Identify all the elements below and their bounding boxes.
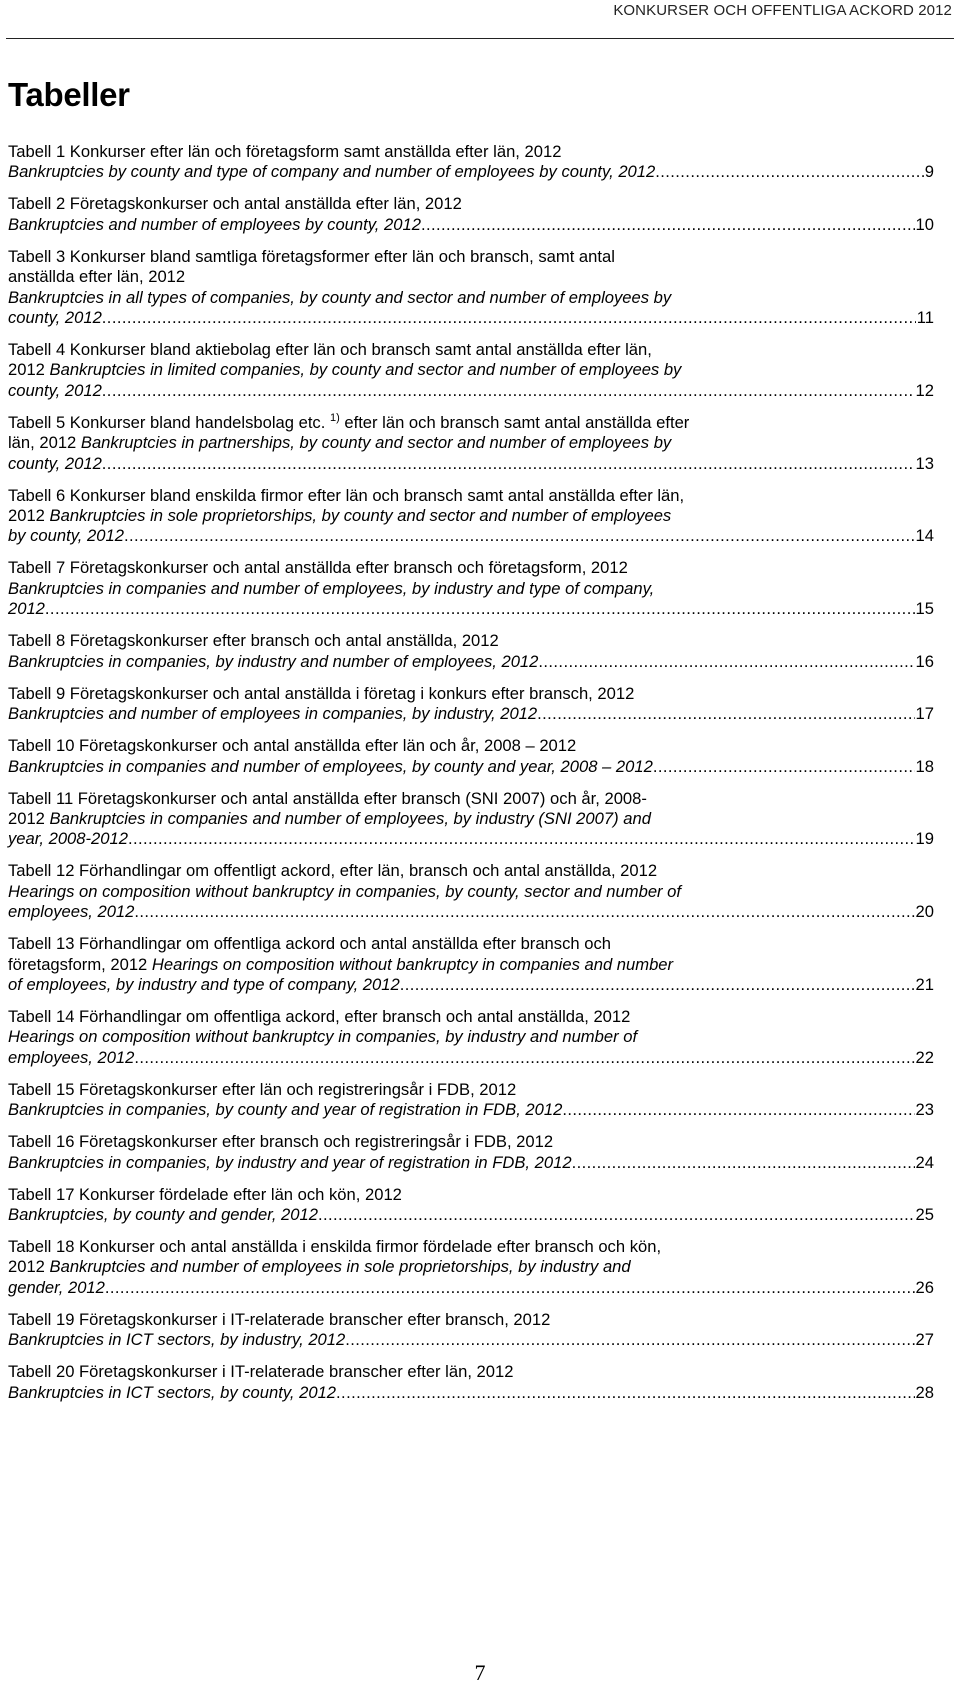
toc-entry-title-en: Bankruptcies and number of employees by county, 2012 [8,214,421,234]
toc-entry-title-en: Hearings on composition without bankruptcy in companies and number [151,954,674,974]
toc-entry-3[interactable] [8,247,934,329]
toc-entry-title-sv: Tabell 19 Företagskonkurser i IT-relaterade branscher efter bransch, 2012 [8,1309,551,1329]
toc-leader-dots [562,1100,914,1120]
toc-page-number: 9 [924,162,934,182]
toc-entry-15[interactable] [8,1080,934,1121]
page-number: 7 [474,1660,486,1685]
toc-entry-title-en-cont: employees, 2012 [8,1047,135,1067]
toc-entry-title-en: Bankruptcies in partnerships, by county and sector and number of employees by [80,433,672,453]
toc-entry-title-sv-cont: 2012 [8,360,50,380]
toc-entry-title-sv: Tabell 1 Konkurser efter län och företagsform samt anställda efter län, 2012 [8,142,562,161]
toc-page-number: 13 [915,453,934,473]
table-of-contents [8,142,934,1415]
toc-entry-title-sv: Tabell 3 Konkurser bland samtliga företagsformer efter län och bransch, samt antal [8,246,615,266]
toc-entry-title-en: Bankruptcies in sole proprietorships, by county and sector and number of employees [49,506,672,526]
toc-page-number: 15 [915,599,934,619]
toc-page-number: 27 [915,1330,934,1350]
toc-leader-dots [653,757,915,777]
toc-entry-16[interactable] [8,1132,934,1173]
toc-page-number: 24 [915,1152,934,1172]
toc-page-number: 22 [915,1047,934,1067]
toc-entry-title-sv: Tabell 4 Konkurser bland aktiebolag efter län och bransch samt antal anställda efter län, [8,340,652,360]
toc-entry-title-en-cont: county, 2012 [8,453,102,473]
toc-entry-title-sv-cont: företagsform, 2012 [8,954,152,974]
toc-entry-title-en-cont: year, 2008-2012 [8,829,128,849]
toc-entry-title-en: Bankruptcies in companies and number of employees, by industry and type of company, [8,578,655,598]
toc-page-number: 14 [915,526,934,546]
toc-entry-5[interactable] [8,413,934,474]
toc-entry-title-sv: Tabell 20 Företagskonkurser i IT-relaterade branscher efter län, 2012 [8,1362,514,1382]
toc-entry-title-en: Bankruptcies in companies and number of employees, by county and year, 2008 – 2012 [8,756,653,776]
toc-entry-17[interactable] [8,1185,934,1226]
toc-entry-13[interactable] [8,934,934,995]
toc-entry-title-sv-cont: län, 2012 [8,433,81,453]
toc-entry-title-sv-cont: 2012 [8,808,50,828]
toc-leader-dots [134,902,914,922]
toc-entry-title-sv-cont: 2012 [8,1257,50,1277]
toc-entry-title-en-cont: 2012 [8,599,45,619]
toc-entry-title-sv: Tabell 11 Företagskonkurser och antal anställda efter bransch (SNI 2007) och år, 2008- [8,788,647,808]
toc-entry-title-sv: Tabell 7 Företagskonkurser och antal anställda efter bransch och företagsform, 2012 [8,558,628,578]
toc-entry-title-en: Bankruptcies, by county and gender, 2012 [8,1204,318,1224]
toc-entry-11[interactable] [8,789,934,850]
toc-entry-title-en: Bankruptcies in all types of companies, by county and sector and number of employees by [8,287,672,307]
toc-leader-dots [102,454,915,474]
toc-entry-title-sv-cont: anställda efter län, 2012 [8,267,186,287]
toc-page-number: 16 [915,651,934,671]
toc-entry-10[interactable] [8,736,934,777]
toc-page-number: 12 [915,380,934,400]
toc-entry-title-en: Bankruptcies in ICT sectors, by county, 2012 [8,1382,337,1402]
toc-entry-title-en-cont: by county, 2012 [8,526,124,546]
toc-entry-title-en: Bankruptcies and number of employees in companies, by industry, 2012 [8,704,538,724]
toc-leader-dots [421,215,915,235]
toc-entry-title-en-cont: of employees, by industry and type of company, 2012 [8,974,400,994]
toc-entry-9[interactable] [8,684,934,725]
toc-entry-12[interactable] [8,861,934,922]
toc-entry-title-en: Bankruptcies in companies and number of employees, by industry (SNI 2007) and [49,808,651,828]
toc-entry-4[interactable] [8,340,934,401]
toc-leader-dots [572,1153,915,1173]
running-header: KONKURSER OCH OFFENTLIGA ACKORD 2012 [613,2,952,19]
toc-leader-dots [345,1330,914,1350]
toc-entry-title-sv: Tabell 12 Förhandlingar om offentligt ackord, efter län, bransch och antal anställda, 2012 [8,861,658,881]
toc-entry-2[interactable] [8,194,934,235]
toc-entry-7[interactable] [8,558,934,619]
toc-page-number: 26 [915,1277,934,1297]
toc-leader-dots [102,308,916,328]
toc-entry-title-en: Hearings on composition without bankruptcy in companies, by county, sector and number of [8,881,682,901]
toc-leader-dots [45,599,915,619]
toc-entry-title-en: Bankruptcies in companies, by industry and year of registration in FDB, 2012 [8,1152,572,1172]
toc-leader-dots [128,829,915,849]
toc-leader-dots [400,975,915,995]
toc-entry-title-sv: Tabell 9 Företagskonkurser och antal anställda i företag i konkurs efter bransch, 2012 [8,683,635,703]
toc-entry-title-sv: Tabell 5 Konkurser bland handelsbolag etc. [8,412,326,432]
toc-entry-18[interactable] [8,1237,934,1298]
toc-entry-title-en: Bankruptcies and number of employees in sole proprietorships, by industry and [49,1257,631,1277]
toc-entry-14[interactable] [8,1007,934,1068]
toc-page-number: 25 [915,1204,934,1224]
toc-page-number: 23 [915,1100,934,1120]
footnote-marker: 1) [329,411,340,424]
toc-entry-title-en: Bankruptcies in limited companies, by county and sector and number of employees by [49,360,682,380]
toc-entry-19[interactable] [8,1310,934,1351]
toc-entry-title-sv-cont: 2012 [8,506,50,526]
toc-entry-title-sv: Tabell 16 Företagskonkurser efter bransch och registreringsår i FDB, 2012 [8,1132,554,1152]
toc-leader-dots [538,652,914,672]
toc-entry-title-en-cont: county, 2012 [8,308,102,328]
toc-entry-6[interactable] [8,486,934,547]
toc-entry-title-sv: Tabell 17 Konkurser fördelade efter län och kön, 2012 [8,1184,402,1204]
toc-page-number: 28 [915,1382,934,1402]
toc-entry-title-sv: Tabell 13 Förhandlingar om offentliga ackord och antal anställda efter bransch och [8,934,611,954]
toc-leader-dots [105,1278,915,1298]
toc-page-number: 17 [915,704,934,724]
toc-leader-dots [318,1205,915,1225]
toc-entry-title-sv: Tabell 14 Förhandlingar om offentliga ackord, efter bransch och antal anställda, 2012 [8,1006,631,1026]
toc-entry-title-en-cont: employees, 2012 [8,902,135,922]
header-rule [6,38,954,39]
toc-leader-dots [655,162,924,182]
toc-entry-title-en: Bankruptcies by county and type of company and number of employees by county, 2012 [8,162,656,182]
toc-entry-title-sv: Tabell 2 Företagskonkurser och antal anställda efter län, 2012 [8,194,462,214]
toc-entry-title-en: Hearings on composition without bankruptcy in companies, by industry and number of [8,1027,638,1047]
toc-entry-title-en: Bankruptcies in ICT sectors, by industry, 2012 [8,1330,346,1350]
toc-entry-title-en: Bankruptcies in companies, by county and year of registration in FDB, 2012 [8,1100,563,1120]
toc-leader-dots [336,1383,914,1403]
toc-entry-title-en-cont: gender, 2012 [8,1277,105,1297]
toc-entry-title-sv: Tabell 6 Konkurser bland enskilda firmor efter län och bransch samt antal anställda efter län, [8,485,685,505]
toc-leader-dots [102,381,915,401]
toc-leader-dots [134,1048,914,1068]
toc-page-number: 19 [915,829,934,849]
toc-page-number: 21 [915,974,934,994]
page-title: Tabeller [8,76,130,113]
toc-entry-8[interactable] [8,631,934,672]
toc-page-number: 10 [915,214,934,234]
toc-page-number: 11 [916,308,934,328]
toc-entry-title-en: Bankruptcies in companies, by industry and number of employees, 2012 [8,651,539,671]
toc-entry-1[interactable] [8,142,934,183]
toc-leader-dots [124,526,915,546]
toc-entry-title-sv: Tabell 8 Företagskonkurser efter bransch och antal anställda, 2012 [8,631,499,651]
toc-page-number: 18 [915,756,934,776]
toc-leader-dots [537,704,914,724]
toc-entry-title-en-cont: county, 2012 [8,380,102,400]
toc-entry-title-sv-cont: efter län och bransch samt antal anställda efter [339,412,690,432]
toc-entry-title-sv: Tabell 18 Konkurser och antal anställda i enskilda firmor fördelade efter bransch och kön, [8,1236,662,1256]
toc-entry-20[interactable] [8,1362,934,1403]
toc-page-number: 20 [915,902,934,922]
toc-entry-title-sv: Tabell 10 Företagskonkurser och antal anställda efter län och år, 2008 – 2012 [8,736,577,756]
toc-entry-title-sv: Tabell 15 Företagskonkurser efter län och registreringsår i FDB, 2012 [8,1079,517,1099]
